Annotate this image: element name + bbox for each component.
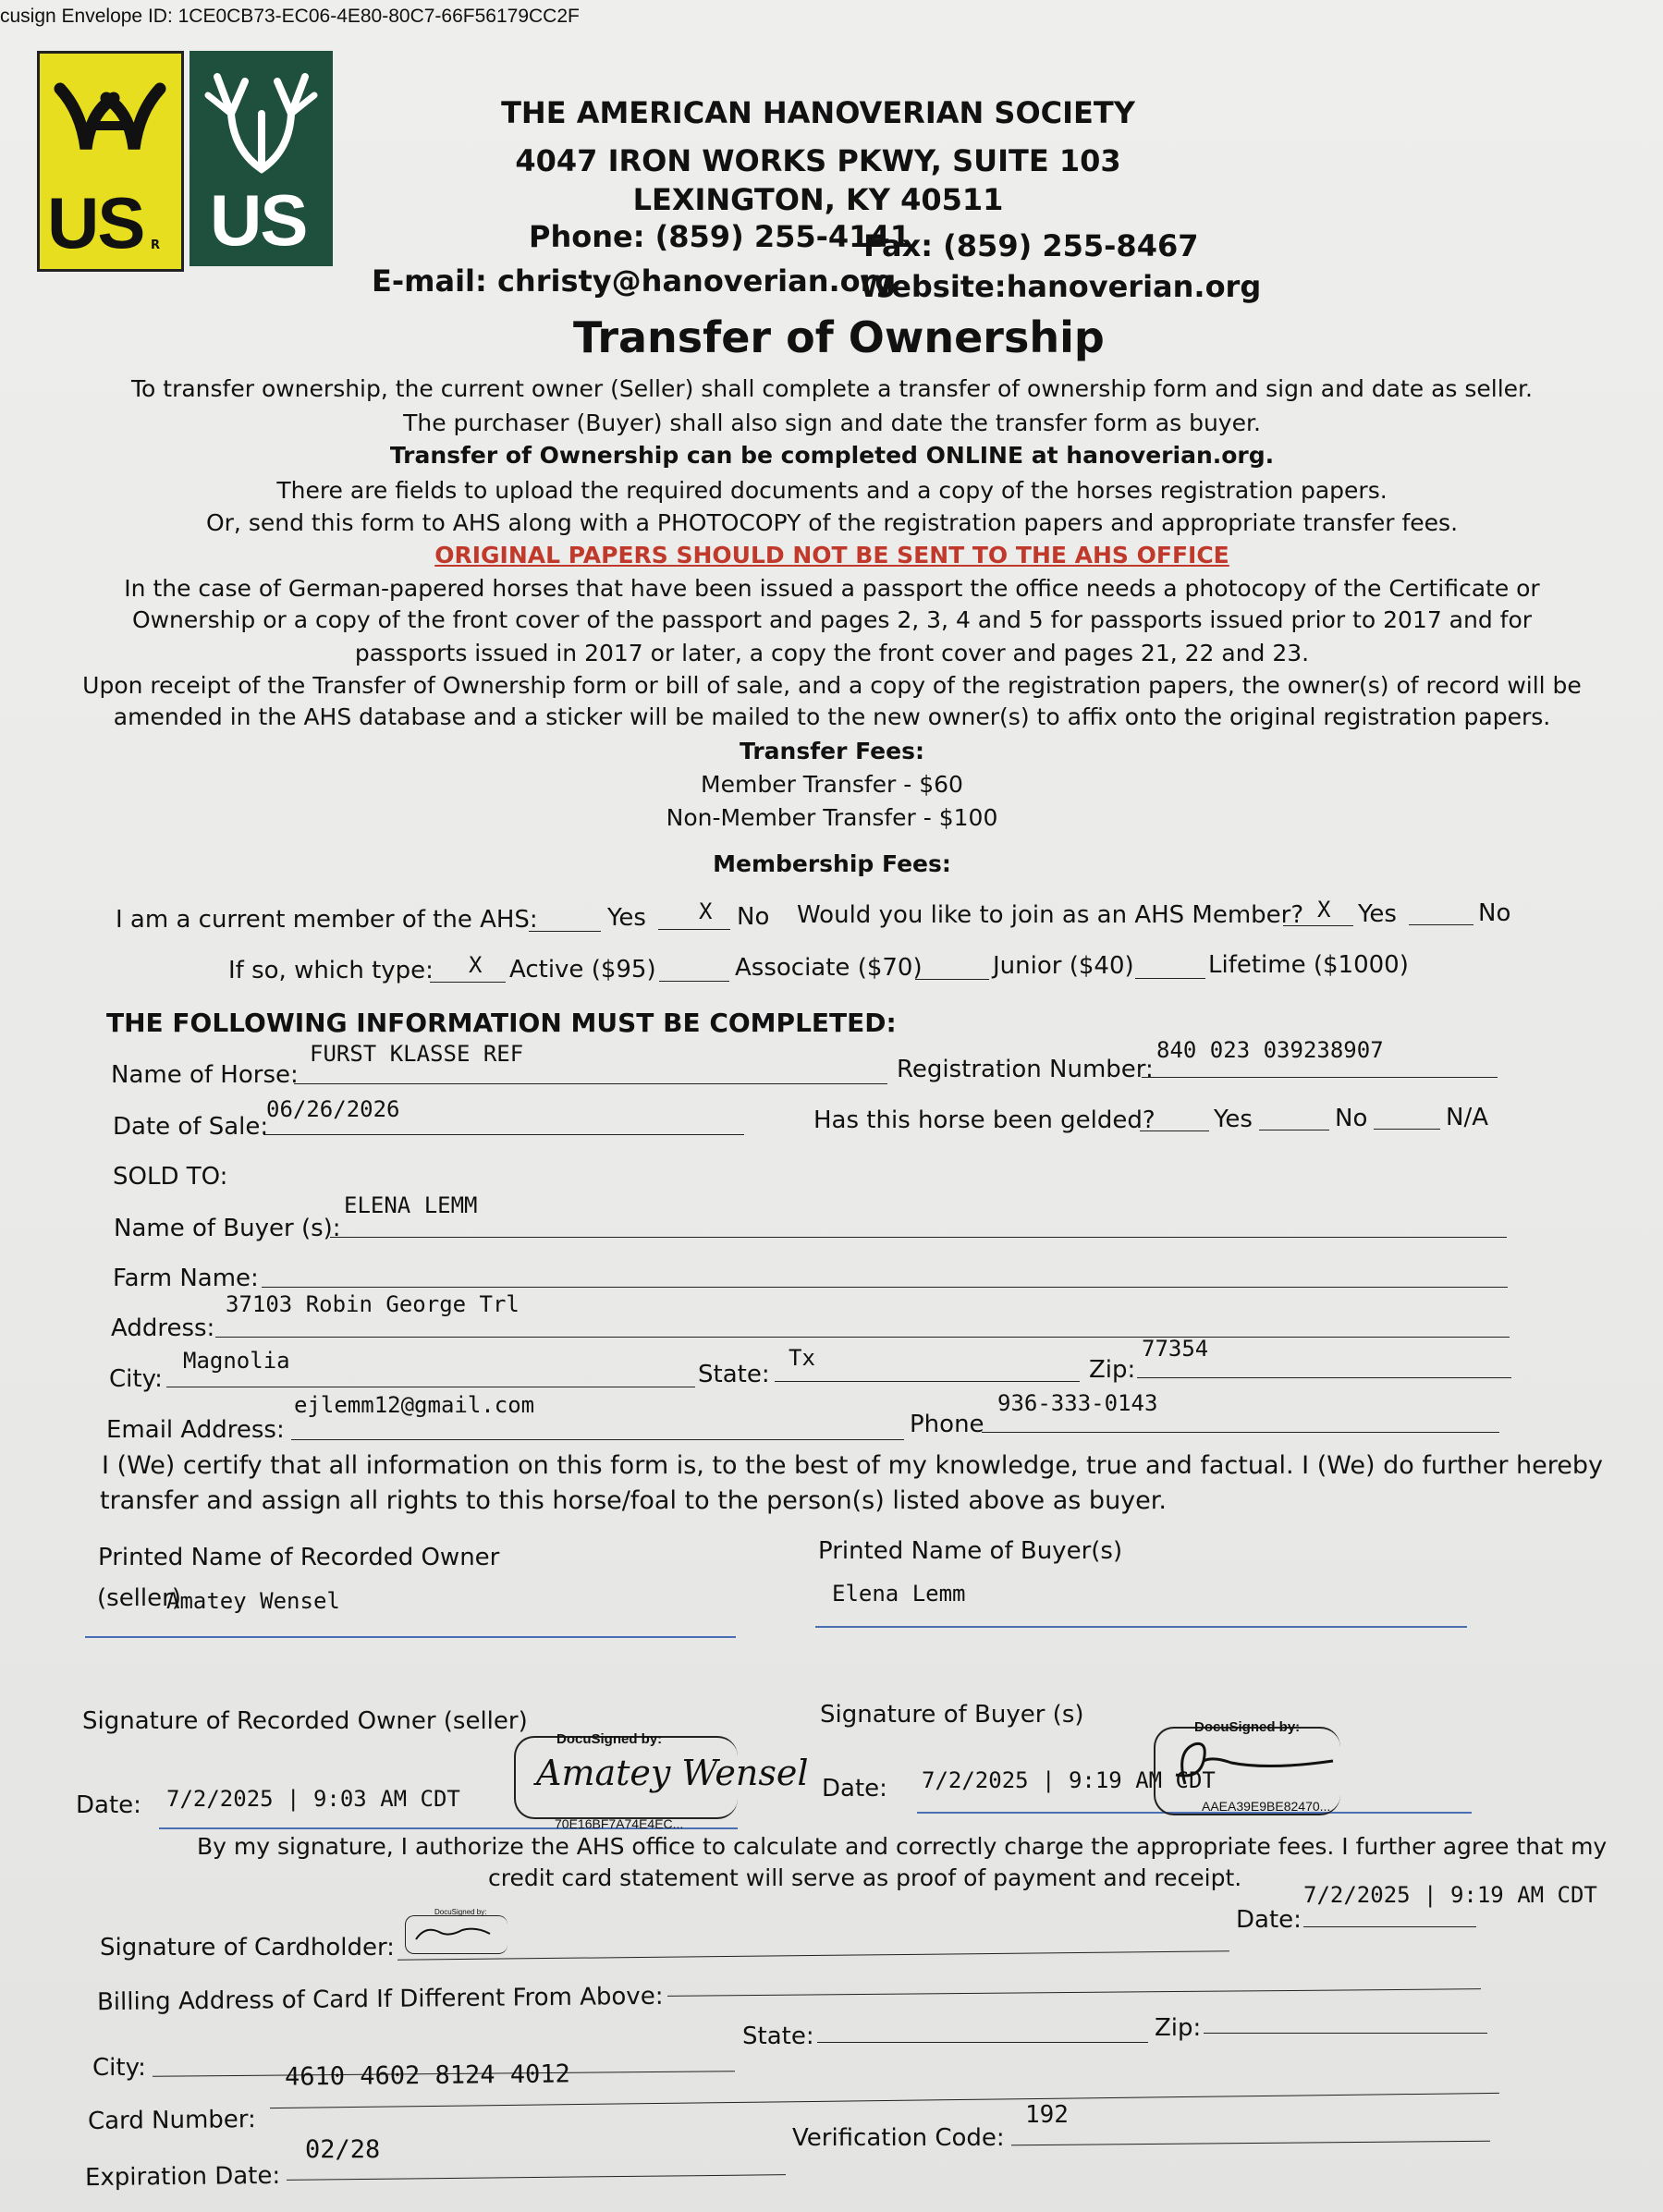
- registered-mark: R: [151, 238, 161, 252]
- horse-name-label: Name of Horse:: [111, 1061, 299, 1089]
- intro-line: There are fields to upload the required documents and a copy of the horses registration papers.: [276, 477, 1388, 504]
- authorize-line: By my signature, I authorize the AHS office to calculate and correctly charge the appropriate fees. I further agree that my: [197, 1833, 1608, 1860]
- verification-code-value: 192: [1025, 2101, 1069, 2129]
- join-yes: Yes: [1358, 900, 1397, 928]
- sale-date-value: 06/26/2026: [266, 1096, 400, 1122]
- card-number-field[interactable]: [270, 2093, 1499, 2108]
- type-active-mark: X: [469, 952, 483, 978]
- cardholder-signature-label: Signature of Cardholder:: [100, 1934, 395, 1961]
- gelded-no: No: [1335, 1105, 1368, 1132]
- antler-brand-icon: [190, 58, 333, 197]
- buyer-date-label: Date:: [822, 1775, 887, 1803]
- sale-date-label: Date of Sale:: [113, 1113, 269, 1141]
- logo-right-text: US: [210, 179, 307, 261]
- current-member-label: I am a current member of the AHS:: [116, 906, 538, 934]
- registration-number-value: 840 023 039238907: [1156, 1037, 1384, 1063]
- zip-field[interactable]: [1137, 1377, 1511, 1378]
- org-address2: LEXINGTON, KY 40511: [632, 182, 1004, 217]
- join-yes-blank[interactable]: [1283, 925, 1353, 926]
- trakehner-logo: [190, 51, 333, 266]
- certify-line: transfer and assign all rights to this horse/foal to the person(s) listed above as buyer.: [100, 1486, 1167, 1515]
- current-member-no-mark: X: [699, 898, 713, 924]
- authorize-line: credit card statement will serve as proof of payment and receipt.: [488, 1864, 1242, 1891]
- member-transfer-fee: Member Transfer - $60: [701, 771, 963, 798]
- email-label: Email Address:: [106, 1416, 285, 1444]
- zip-label: Zip:: [1089, 1356, 1136, 1384]
- card-number-value: 4610 4602 8124 4012: [284, 2059, 571, 2092]
- address-field[interactable]: [215, 1337, 1510, 1338]
- cardholder-date-field[interactable]: [1303, 1926, 1476, 1927]
- gelded-yes: Yes: [1214, 1106, 1253, 1133]
- zip-value: 77354: [1142, 1336, 1209, 1362]
- state-field[interactable]: [775, 1381, 1080, 1382]
- buyer-signature-scribble[interactable]: [1157, 1733, 1342, 1798]
- intro-line: amended in the AHS database and a sticker will be mailed to the new owner(s) to affix onto the original registration papers.: [113, 703, 1551, 730]
- cardholder-docusigned-by: DocuSigned by:: [434, 1908, 487, 1916]
- billing-address-label: Billing Address of Card If Different From Above:: [96, 1982, 664, 2017]
- billing-zip-label: Zip:: [1155, 2014, 1202, 2042]
- expiration-label: Expiration Date:: [84, 2161, 281, 2193]
- org-website: Website:hanoverian.org: [860, 269, 1262, 304]
- join-member-label: Would you like to join as an AHS Member?: [797, 901, 1304, 929]
- owner-printed-value: Amatey Wensel: [166, 1588, 340, 1614]
- join-no: No: [1478, 899, 1511, 927]
- gelded-na-blank[interactable]: [1374, 1129, 1440, 1130]
- sold-to-label: SOLD TO:: [113, 1163, 228, 1191]
- intro-line: The purchaser (Buyer) shall also sign and date the transfer form as buyer.: [403, 409, 1261, 436]
- intro-line-online: Transfer of Ownership can be completed ONLINE at hanoverian.org.: [389, 442, 1275, 469]
- address-value: 37103 Robin George Trl: [226, 1291, 520, 1317]
- gelded-label: Has this horse been gelded?: [813, 1106, 1156, 1134]
- horse-name-value: FURST KLASSE REF: [310, 1041, 524, 1067]
- gelded-na: N/A: [1446, 1104, 1488, 1131]
- type-associate: Associate ($70): [735, 954, 923, 982]
- owner-signature[interactable]: Amatey Wensel: [536, 1753, 809, 1793]
- horse-brand-icon: [40, 61, 181, 200]
- org-name: THE AMERICAN HANOVERIAN SOCIETY: [501, 95, 1135, 130]
- cardholder-signature-field[interactable]: [397, 1950, 1229, 1960]
- type-junior-blank[interactable]: [915, 979, 989, 980]
- nonmember-transfer-fee: Non-Member Transfer - $100: [666, 804, 998, 831]
- expiration-field[interactable]: [287, 2174, 786, 2181]
- billing-address-field[interactable]: [667, 1988, 1481, 1997]
- org-fax: Fax: (859) 255-8467: [863, 228, 1199, 263]
- type-associate-blank[interactable]: [659, 981, 729, 982]
- expiration-value: 02/28: [305, 2135, 381, 2164]
- owner-date-label: Date:: [76, 1791, 141, 1819]
- owner-date-value: 7/2/2025 | 9:03 AM CDT: [166, 1786, 460, 1812]
- info-heading: THE FOLLOWING INFORMATION MUST BE COMPLETED:: [106, 1008, 897, 1038]
- type-lifetime: Lifetime ($1000): [1208, 951, 1409, 979]
- current-member-no: No: [737, 903, 770, 931]
- verification-code-label: Verification Code:: [792, 2124, 1005, 2152]
- current-member-yes-blank[interactable]: [529, 931, 601, 932]
- cardholder-date-value: 7/2/2025 | 9:19 AM CDT: [1303, 1882, 1597, 1908]
- owner-printed-field[interactable]: [85, 1636, 736, 1638]
- owner-seller-label: (seller): [97, 1584, 181, 1612]
- intro-line: Or, send this form to AHS along with a PHOTOCOPY of the registration papers and appropriate transfer fees.: [205, 509, 1459, 536]
- phone-field[interactable]: [982, 1432, 1499, 1433]
- state-value: Tx: [789, 1345, 815, 1371]
- city-value: Magnolia: [183, 1348, 290, 1374]
- buyer-name-value: ELENA LEMM: [344, 1192, 478, 1218]
- verification-code-field[interactable]: [1011, 2141, 1490, 2146]
- buyer-docusign-id: AAEA39E9BE82470...: [1202, 1799, 1331, 1814]
- transfer-fees-heading: Transfer Fees:: [740, 738, 924, 764]
- join-no-blank[interactable]: [1409, 924, 1473, 925]
- buyer-name-label: Name of Buyer (s):: [114, 1215, 341, 1242]
- buyer-printed-field[interactable]: [815, 1626, 1467, 1628]
- card-number-label: Card Number:: [87, 2106, 256, 2135]
- cardholder-date-label: Date:: [1236, 1906, 1302, 1934]
- current-member-yes: Yes: [607, 904, 646, 932]
- gelded-yes-blank[interactable]: [1140, 1130, 1209, 1131]
- type-active-blank[interactable]: [430, 982, 506, 983]
- page-title: Transfer of Ownership: [573, 312, 1105, 362]
- membership-fees-heading: Membership Fees:: [713, 850, 951, 877]
- membership-type-label: If so, which type:: [228, 957, 434, 984]
- type-active: Active ($95): [509, 956, 656, 984]
- cardholder-signature-scribble[interactable]: [411, 1921, 495, 1949]
- sale-date-field[interactable]: [263, 1134, 744, 1135]
- farm-name-label: Farm Name:: [113, 1265, 259, 1292]
- buyer-signature-label: Signature of Buyer (s): [820, 1701, 1084, 1729]
- registration-number-label: Registration Number:: [897, 1056, 1154, 1083]
- intro-line: Upon receipt of the Transfer of Ownership form or bill of sale, and a copy of the registration papers, the owner(s) of record will be: [82, 672, 1582, 699]
- farm-name-field[interactable]: [262, 1287, 1508, 1288]
- buyer-printed-label: Printed Name of Buyer(s): [818, 1537, 1123, 1565]
- city-label: City:: [109, 1365, 163, 1393]
- type-junior: Junior ($40): [993, 952, 1134, 980]
- phone-value: 936-333-0143: [997, 1390, 1158, 1416]
- buyer-date-value: 7/2/2025 | 9:19 AM CDT: [922, 1767, 1216, 1793]
- intro-line: Ownership or a copy of the front cover of the passport and pages 2, 3, 4 and 5 for passports issued prior to 2017 and for: [131, 606, 1533, 633]
- billing-zip-field[interactable]: [1204, 2033, 1487, 2034]
- phone-label: Phone: [910, 1411, 984, 1438]
- owner-printed-label: Printed Name of Recorded Owner: [98, 1544, 500, 1571]
- email-value: ejlemm12@gmail.com: [294, 1392, 535, 1418]
- org-phone: Phone: (859) 255-4141: [529, 219, 911, 254]
- logo-left-text: US: [47, 182, 144, 263]
- certify-line: I (We) certify that all information on this form is, to the best of my knowledge, true and factual. I (We) do further hereby: [102, 1451, 1604, 1480]
- buyer-printed-value: Elena Lemm: [832, 1581, 966, 1607]
- org-email: E-mail: christy@hanoverian.org: [372, 263, 897, 299]
- envelope-id: cusign Envelope ID: 1CE0CB73-EC06-4E80-80C7-66F56179CC2F: [0, 6, 580, 27]
- owner-docusign-id: 70E16BF7A74E4EC...: [555, 1816, 684, 1831]
- join-yes-mark: X: [1317, 897, 1331, 923]
- buyer-name-field[interactable]: [330, 1237, 1507, 1238]
- billing-state-field[interactable]: [817, 2042, 1148, 2043]
- intro-line: passports issued in 2017 or later, a copy the front cover and pages 21, 22 and 23.: [354, 640, 1310, 666]
- current-member-no-blank[interactable]: [658, 929, 730, 930]
- buyer-docusigned-by: DocuSigned by:: [1194, 1719, 1301, 1735]
- horse-name-field[interactable]: [294, 1083, 887, 1084]
- org-address1: 4047 IRON WORKS PKWY, SUITE 103: [515, 143, 1121, 178]
- registration-number-field[interactable]: [1142, 1077, 1498, 1078]
- state-label: State:: [698, 1361, 770, 1388]
- owner-signature-label: Signature of Recorded Owner (seller): [82, 1707, 528, 1735]
- intro-line: In the case of German-papered horses that have been issued a passport the office needs a photocopy of the Certificate or: [124, 575, 1540, 602]
- type-lifetime-blank[interactable]: [1135, 978, 1205, 979]
- address-label: Address:: [111, 1314, 215, 1342]
- hanoverian-logo: [37, 51, 184, 272]
- intro-line: To transfer ownership, the current owner (Seller) shall complete a transfer of ownership form and sign and date as seller.: [131, 375, 1533, 402]
- billing-state-label: State:: [742, 2023, 814, 2050]
- email-field[interactable]: [291, 1439, 904, 1440]
- billing-city-label: City:: [92, 2054, 146, 2082]
- warning-original-papers: ORIGINAL PAPERS SHOULD NOT BE SENT TO THE AHS OFFICE: [434, 542, 1229, 568]
- owner-docusigned-by: DocuSigned by:: [556, 1731, 663, 1747]
